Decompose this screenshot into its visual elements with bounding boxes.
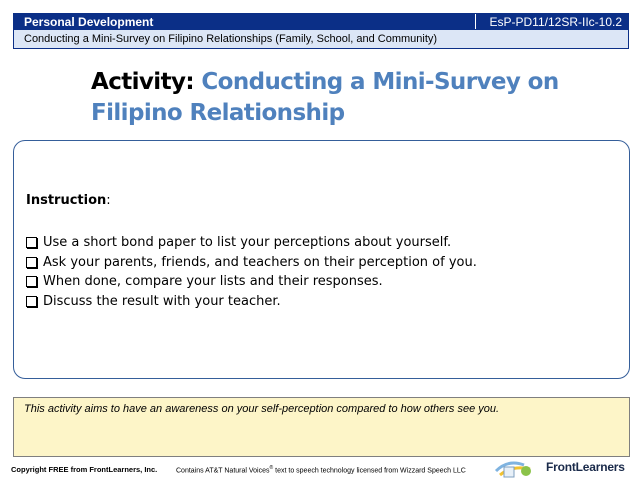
list-item — [26, 292, 477, 312]
list-item-text: Discuss the result with your teacher. — [43, 293, 281, 309]
competency-code: EsP-PD11/12SR-IIc-10.2 — [475, 14, 628, 29]
instruction-list — [26, 233, 477, 311]
subject-title: Personal Development — [24, 15, 154, 29]
instruction-colon: : — [106, 193, 111, 208]
instruction-box — [13, 140, 630, 379]
header-bar — [13, 13, 629, 30]
frontlearners-logo — [494, 457, 634, 479]
list-item-text: When done, compare your lists and their responses. — [43, 274, 383, 289]
checkbox-icon — [26, 276, 37, 287]
registered-mark: ® — [269, 465, 274, 471]
title-line-1: Conducting a Mini-Survey on — [201, 69, 559, 95]
title-prefix: Activity: — [91, 69, 194, 95]
list-item — [26, 272, 477, 292]
instruction-heading — [26, 193, 111, 208]
list-item — [26, 253, 477, 273]
brand-name: FrontLearners — [546, 460, 625, 474]
checkbox-icon — [26, 296, 37, 307]
list-item-text: Use a short bond paper to list your perceptions about yourself. — [43, 235, 452, 250]
copyright-text: Copyright FREE from FrontLearners, Inc. — [11, 465, 158, 474]
checkbox-icon — [26, 237, 37, 248]
slide-title — [91, 67, 611, 129]
list-item-text: Ask your parents, friends, and teachers on their perception of you. — [43, 254, 477, 270]
note-box — [13, 397, 630, 457]
voices-credit — [176, 465, 466, 474]
checkbox-icon — [26, 257, 37, 268]
subtitle-bar — [13, 30, 629, 49]
lesson-subtitle: Conducting a Mini-Survey on Filipino Relationships (Family, School, and Community) — [24, 33, 438, 45]
instruction-label: Instruction — [26, 193, 107, 208]
voices-prefix: Contains AT&T Natural Voices — [176, 467, 270, 475]
list-item — [26, 233, 477, 253]
frontlearners-logo-icon — [494, 457, 536, 479]
voices-suffix: text to speech technology licensed from Wizzard Speech LLC — [273, 467, 466, 475]
title-line-2: Filipino Relationship — [91, 100, 345, 126]
note-text: This activity aims to have an awareness on your self-perception compared to how others see you. — [24, 403, 500, 415]
